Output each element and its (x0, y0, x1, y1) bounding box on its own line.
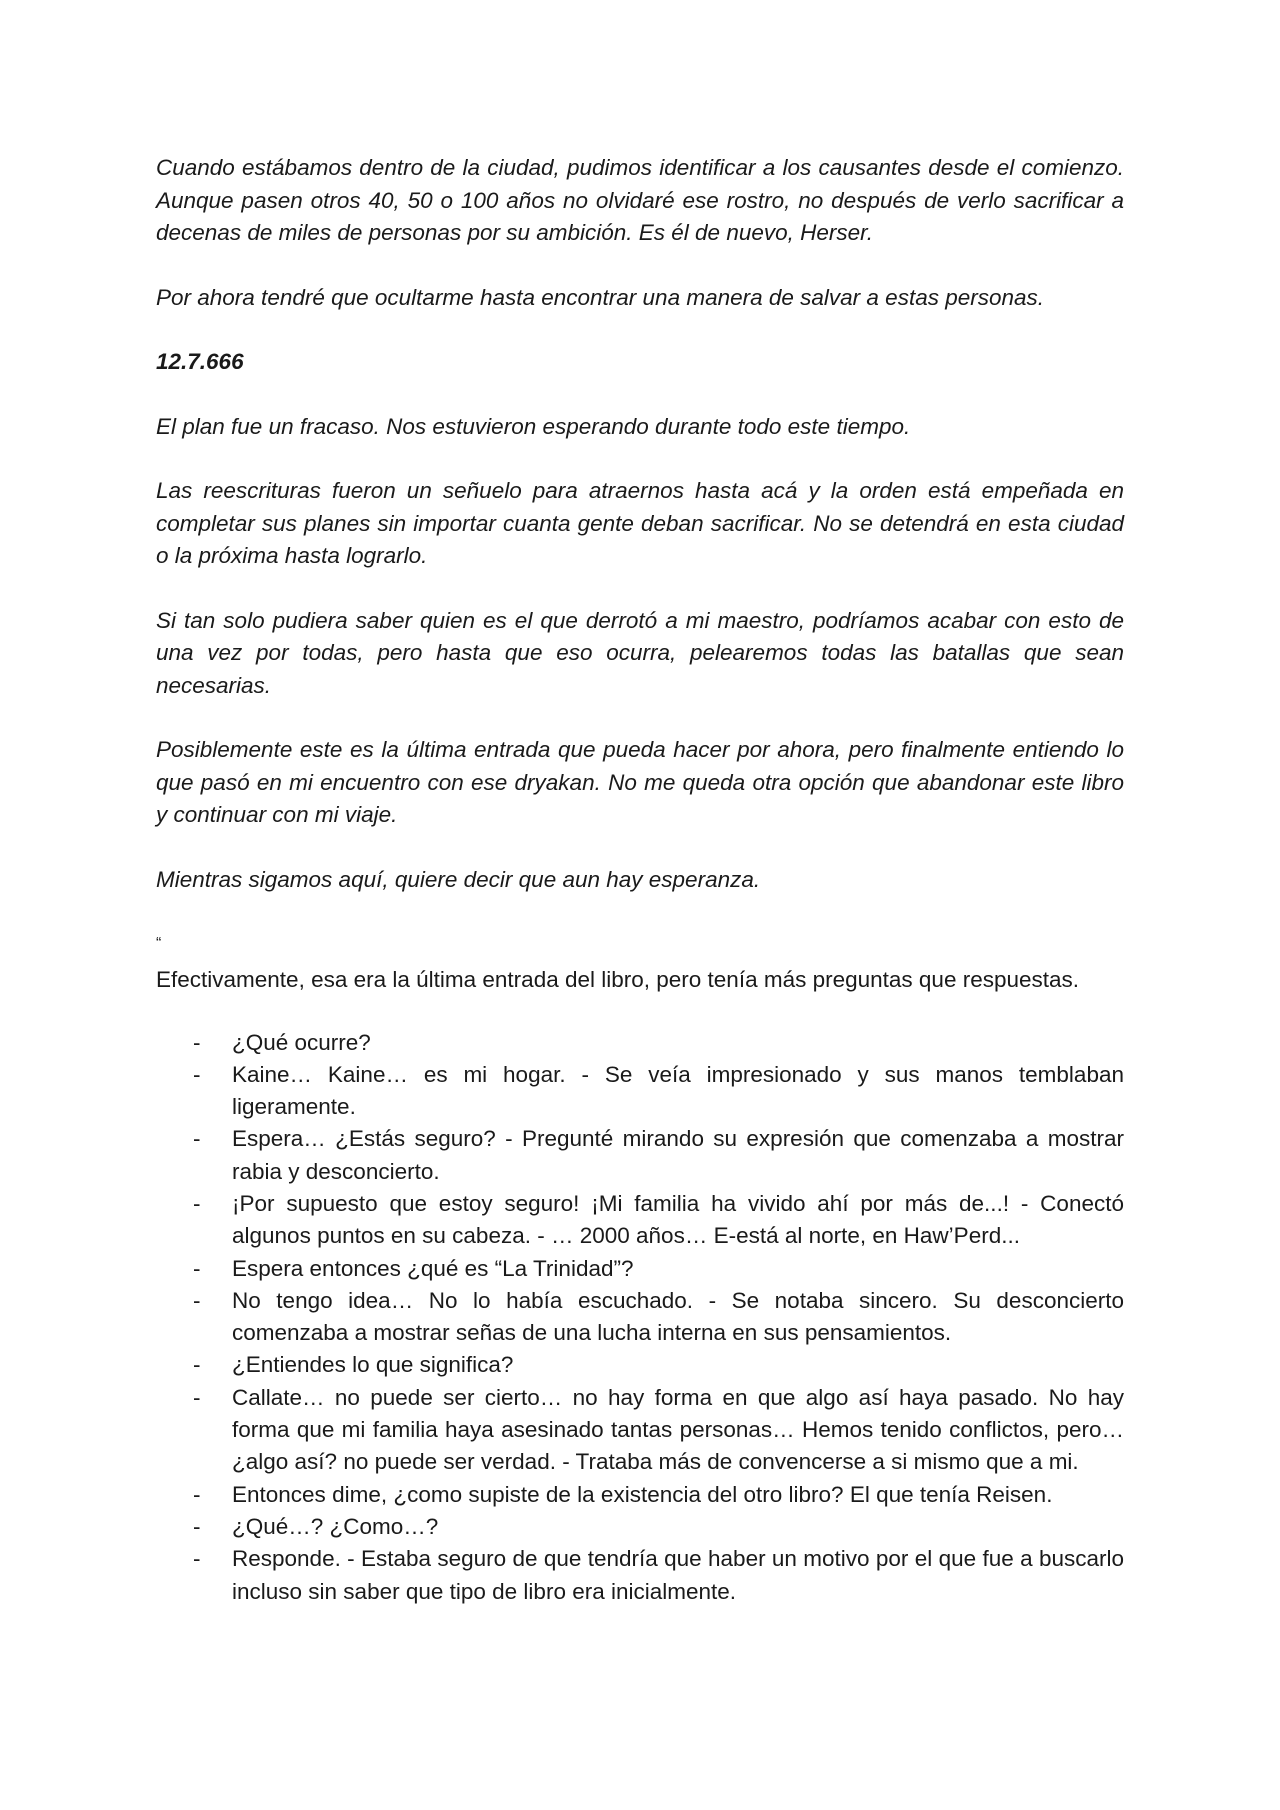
dialogue-text: ¡Por supuesto que estoy seguro! ¡Mi familia ha vivido ahí por más de...! - Conectó algunos puntos en su cabeza. - … 2000 años… E-está al norte, en Haw’Perd... (232, 1190, 1124, 1249)
journal-entries (156, 152, 1124, 896)
dialogue-line (156, 1188, 1124, 1253)
dialogue-text: ¿Qué ocurre? (232, 1029, 371, 1055)
dialogue-dash: - (193, 1126, 201, 1152)
dialogue-line (156, 1027, 1124, 1059)
dialogue-text: ¿Qué…? ¿Como…? (232, 1513, 439, 1539)
dialogue-dash: - (193, 1384, 201, 1410)
dialogue-dash: - (193, 1546, 201, 1572)
dialogue-text: Entonces dime, ¿como supiste de la existencia del otro libro? El que tenía Reisen. (232, 1481, 1053, 1507)
dialogue-dash: - (193, 1190, 201, 1216)
dialogue-list (156, 1027, 1124, 1608)
journal-paragraph: Cuando estábamos dentro de la ciudad, pudimos identificar a los causantes desde el comienzo. Aunque pasen otros 40, 50 o 100 años no olvidaré ese rostro, no después de verlo sacrificar a decenas de miles de personas por su ambición. Es él de nuevo, Herser. (156, 155, 1124, 245)
journal-paragraph: El plan fue un fracaso. Nos estuvieron esperando durante todo este tiempo. (156, 413, 911, 439)
dialogue-line (156, 1349, 1124, 1381)
dialogue-text: Espera… ¿Estás seguro? - Pregunté mirando su expresión que comenzaba a mostrar rabia y desconcierto. (232, 1126, 1124, 1184)
journal-paragraph: Por ahora tendré que ocultarme hasta encontrar una manera de salvar a estas personas. (156, 284, 1045, 310)
narration-paragraph: Efectivamente, esa era la última entrada del libro, pero tenía más preguntas que respuestas. (156, 967, 1080, 992)
dialogue-line (156, 1285, 1124, 1350)
dialogue-text: Responde. - Estaba seguro de que tendría que haber un motivo por el que fue a buscarlo incluso sin saber que tipo de libro era inicialmente. (232, 1546, 1124, 1604)
dialogue-dash: - (193, 1513, 201, 1539)
journal-paragraph: Mientras sigamos aquí, quiere decir que aun hay esperanza. (156, 866, 761, 892)
journal-date-heading: 12.7.666 (156, 349, 244, 374)
dialogue-dash: - (193, 1029, 201, 1055)
dialogue-line (156, 1123, 1124, 1188)
dialogue-dash: - (193, 1481, 201, 1507)
closing-quote-mark: “ (156, 935, 162, 952)
dialogue-line (156, 1059, 1124, 1124)
dialogue-line (156, 1253, 1124, 1285)
dialogue-text: ¿Entiendes lo que significa? (232, 1352, 514, 1378)
dialogue-text: Kaine… Kaine… es mi hogar. - Se veía impresionado y sus manos temblaban ligeramente. (232, 1061, 1124, 1120)
dialogue-line (156, 1511, 1124, 1543)
dialogue-text: Callate… no puede ser cierto… no hay forma en que algo así haya pasado. No hay forma que mi familia haya asesinado tantas personas… Hemos tenido conflictos, pero… ¿algo así? no puede ser verdad. - Trataba más de convencerse a si mismo que a mi. (232, 1384, 1124, 1475)
dialogue-dash: - (193, 1061, 201, 1087)
dialogue-dash: - (193, 1255, 201, 1281)
journal-paragraph: Posiblemente este es la última entrada que pueda hacer por ahora, pero finalmente entiendo lo que pasó en mi encuentro con ese dryakan. No me queda otra opción que abandonar este libro y continuar con mi viaje. (156, 737, 1124, 827)
dialogue-line (156, 1479, 1124, 1511)
dialogue-line (156, 1382, 1124, 1479)
dialogue-line (156, 1543, 1124, 1608)
dialogue-dash: - (193, 1352, 201, 1378)
journal-paragraph: Las reescrituras fueron un señuelo para atraernos hasta acá y la orden está empeñada en completar sus planes sin importar cuanta gente deban sacrificar. No se detendrá en esta ciudad o la próxima hasta lograrlo. (156, 478, 1124, 568)
dialogue-dash: - (193, 1287, 201, 1313)
journal-paragraph: Si tan solo pudiera saber quien es el que derrotó a mi maestro, podríamos acabar con esto de una vez por todas, pero hasta que eso ocurra, pelearemos todas las batallas que sean necesarias. (156, 607, 1124, 698)
dialogue-text: No tengo idea… No lo había escuchado. - Se notaba sincero. Su desconcierto comenzaba a mostrar señas de una lucha interna en sus pensamientos. (232, 1287, 1124, 1346)
dialogue-text: Espera entonces ¿qué es “La Trinidad”? (232, 1255, 634, 1281)
